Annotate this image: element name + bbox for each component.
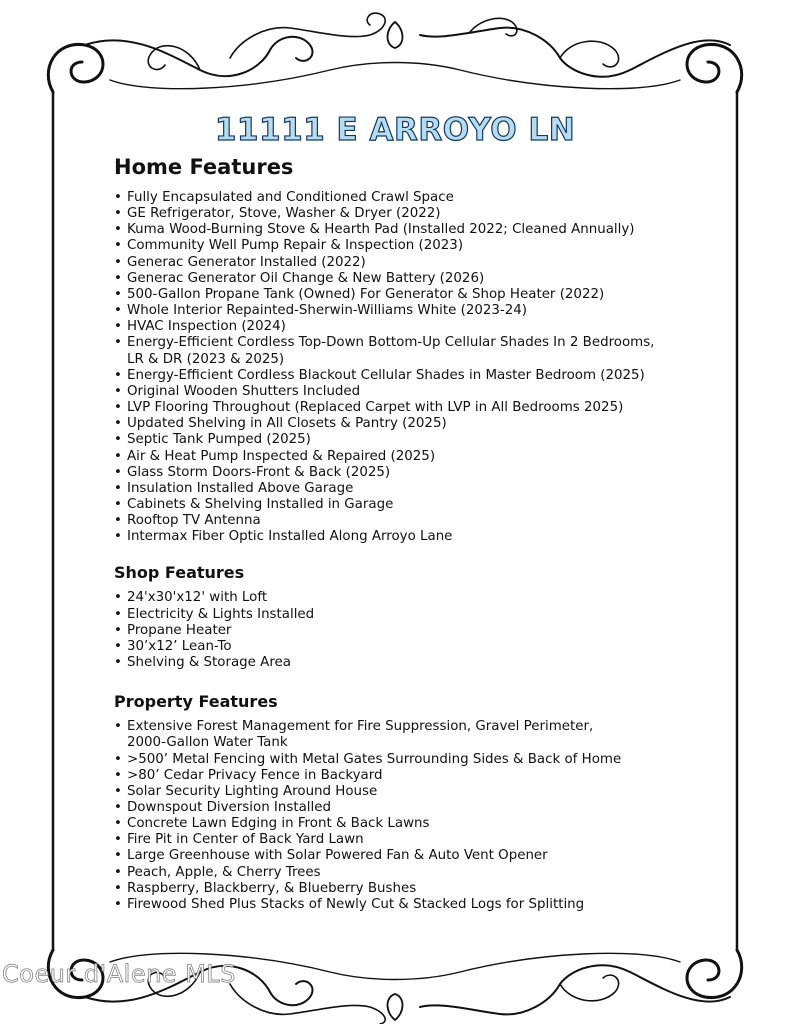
- feature-list-item: • Shelving & Storage Area: [114, 655, 714, 671]
- feature-list-item: • Downspout Diversion Installed: [114, 800, 714, 816]
- feature-list-item: • Fire Pit in Center of Back Yard Lawn: [114, 832, 714, 848]
- property-address-title: 11111 E ARROYO LN: [214, 112, 576, 148]
- top-flourish: [48, 13, 741, 92]
- feature-list-item: • Cabinets & Shelving Installed in Garage: [114, 497, 714, 513]
- feature-list-item: • 24'x30'x12' with Loft: [114, 590, 714, 606]
- feature-list-item: • Concrete Lawn Edging in Front & Back Lawns: [114, 816, 714, 832]
- feature-list-item: • Firewood Shed Plus Stacks of Newly Cut & Stacked Logs for Splitting: [114, 897, 714, 913]
- feature-list-item: • 30’x12’ Lean-To: [114, 639, 714, 655]
- feature-list-item: • Whole Interior Repainted-Sherwin-Williams White (2023-24): [114, 303, 714, 319]
- feature-list-item: • Insulation Installed Above Garage: [114, 481, 714, 497]
- feature-list-item: • HVAC Inspection (2024): [114, 319, 714, 335]
- feature-list-item: • Extensive Forest Management for Fire Suppression, Gravel Perimeter, 2000-Gallon Water Tank: [114, 719, 714, 751]
- property-features-list: [114, 719, 714, 913]
- feature-list-item: • Propane Heater: [114, 623, 714, 639]
- feature-list-item: • >500’ Metal Fencing with Metal Gates Surrounding Sides & Back of Home: [114, 752, 714, 768]
- property-features-heading: Property Features: [114, 692, 278, 712]
- feature-list-item: • LVP Flooring Throughout (Replaced Carpet with LVP in All Bedrooms 2025): [114, 400, 714, 416]
- feature-list-item: • Solar Security Lighting Around House: [114, 784, 714, 800]
- home-features-heading: Home Features: [114, 155, 294, 179]
- feature-list-item: • Peach, Apple, & Cherry Trees: [114, 865, 714, 881]
- feature-list-item: • >80’ Cedar Privacy Fence in Backyard: [114, 768, 714, 784]
- feature-list-item: • Fully Encapsulated and Conditioned Crawl Space: [114, 190, 714, 206]
- feature-list-item: • Updated Shelving in All Closets & Pantry (2025): [114, 416, 714, 432]
- feature-list-item: • Generac Generator Installed (2022): [114, 255, 714, 271]
- feature-list-item: • Large Greenhouse with Solar Powered Fan & Auto Vent Opener: [114, 848, 714, 864]
- feature-list-item: • Septic Tank Pumped (2025): [114, 432, 714, 448]
- feature-list-item: • Glass Storm Doors-Front & Back (2025): [114, 465, 714, 481]
- feature-list-item: • Intermax Fiber Optic Installed Along Arroyo Lane: [114, 529, 714, 545]
- home-features-list: [114, 190, 714, 545]
- feature-list-item: • Raspberry, Blackberry, & Blueberry Bushes: [114, 881, 714, 897]
- feature-list-item: • Electricity & Lights Installed: [114, 607, 714, 623]
- feature-list-item: • Energy-Efficient Cordless Blackout Cellular Shades in Master Bedroom (2025): [114, 368, 714, 384]
- feature-list-item: • GE Refrigerator, Stove, Washer & Dryer (2022): [114, 206, 714, 222]
- feature-list-item: • Kuma Wood-Burning Stove & Hearth Pad (Installed 2022; Cleaned Annually): [114, 222, 714, 238]
- shop-features-heading: Shop Features: [114, 563, 245, 583]
- features-content: [114, 152, 714, 913]
- feature-list-item: • Original Wooden Shutters Included: [114, 384, 714, 400]
- feature-list-item: • Community Well Pump Repair & Inspection (2023): [114, 238, 714, 254]
- feature-list-item: • 500-Gallon Propane Tank (Owned) For Generator & Shop Heater (2022): [114, 287, 714, 303]
- feature-list-item: • Energy-Efficient Cordless Top-Down Bottom-Up Cellular Shades In 2 Bedrooms, LR & DR (2023 & 2025): [114, 335, 714, 367]
- feature-list-item: • Air & Heat Pump Inspected & Repaired (2025): [114, 449, 714, 465]
- shop-features-list: [114, 590, 714, 671]
- feature-list-item: • Generac Generator Oil Change & New Battery (2026): [114, 271, 714, 287]
- feature-list-item: • Rooftop TV Antenna: [114, 513, 714, 529]
- mls-watermark: Coeur d'Alene MLS: [2, 960, 237, 988]
